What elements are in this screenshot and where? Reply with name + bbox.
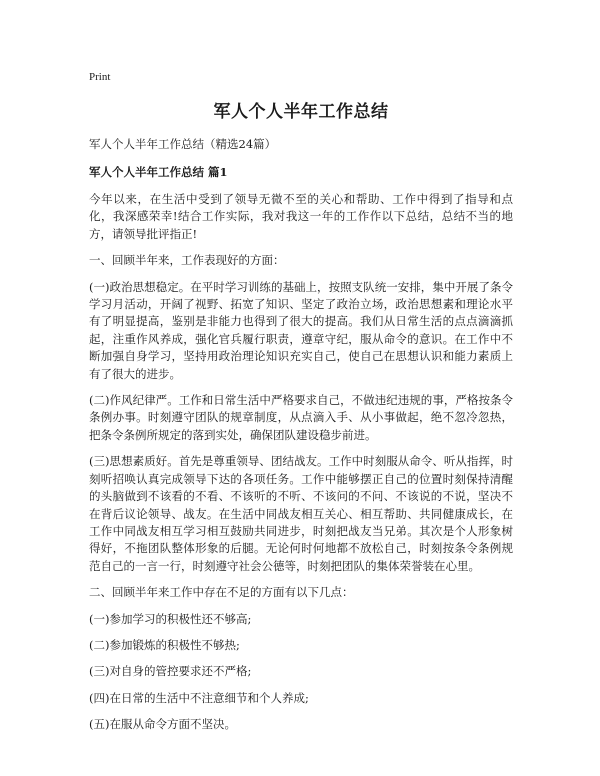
- section-heading: 军人个人半年工作总结 篇1: [89, 165, 228, 179]
- paragraph-shortcoming-4: (四)在日常的生活中不注意细节和个人养成;: [89, 690, 309, 705]
- paragraph-political-thought: (一)政治思想稳定。在平时学习训练的基础上，按照支队统一安排，集中开展了条令学习月活动，开阔了视野、拓宽了知识、坚定了政治立场，政治思想素和理论水平有了明显提高，鉴别是非能力也得到了很大的提高。我们从日常生活的点点滴滴抓起，注重作风养成，强化官兵履行职责，遵章守纪，服从命令的意识。在工作中不断加强自身学习，坚持用政治理论知识充实自己，使自己在思想认识和能力素质上有了很大的进步。: [89, 279, 513, 381]
- paragraph-intro: 今年以来，在生活中受到了领导无微不至的关心和帮助、工作中得到了指导和点化，我深感荣幸!结合工作实际，我对我这一年的工作作以下总结，总结不当的地方，请领导批评指正!: [89, 192, 513, 241]
- paragraph-ideological-quality: (三)思想素质好。首先是尊重领导、团结战友。工作中时刻服从命令、听从指挥，时刻听招唤认真完成领导下达的各项任务。工作中能够摆正自己的位置时刻保持清醒的头脑做到不该看的不看、不该听的不听、不该问的不问、不该说的不说，坚决不在背后议论领导、战友。在生活中同战友相互关心、相互帮助、共同健康成长，在工作中同战友相互学习相互鼓励共同进步，时刻把战友当兄弟。其次是个人形象树得好，不拖团队整体形象的后腿。无论何时何地都不放松自己，时刻按条令条例规范自己的一言一行，时刻遵守社会公德等，时刻把团队的集体荣誉装在心里。: [89, 454, 513, 573]
- paragraph-good-aspects-heading: 一、回顾半年来，工作表现好的方面：: [89, 253, 285, 268]
- paragraph-shortcoming-5: (五)在服从命令方面不坚决。: [89, 717, 236, 732]
- paragraph-shortcoming-1: (一)参加学习的积极性还不够高;: [89, 611, 252, 626]
- paragraph-shortcoming-3: (三)对自身的管控要求还不严格;: [89, 664, 252, 679]
- paragraph-discipline: (二)作风纪律严。工作和日常生活中严格要求自己，不做违纪违规的事，严格按条令条例办事。时刻遵守团队的规章制度，从点滴入手、从小事做起，绝不忽冷忽热，把条令条例所规定的落到实处，确保团队建设稳步前进。: [89, 393, 513, 442]
- print-link[interactable]: Print: [89, 71, 111, 83]
- document-page: [89, 70, 513, 743]
- paragraph-shortcomings-heading: 二、回顾半年来工作中存在不足的方面有以下几点：: [89, 585, 354, 600]
- paragraph-shortcoming-2: (二)参加锻炼的积极性不够热;: [89, 637, 240, 652]
- document-subtitle: 军人个人半年工作总结（精选24篇）: [89, 137, 277, 151]
- document-title: 军人个人半年工作总结: [213, 102, 389, 122]
